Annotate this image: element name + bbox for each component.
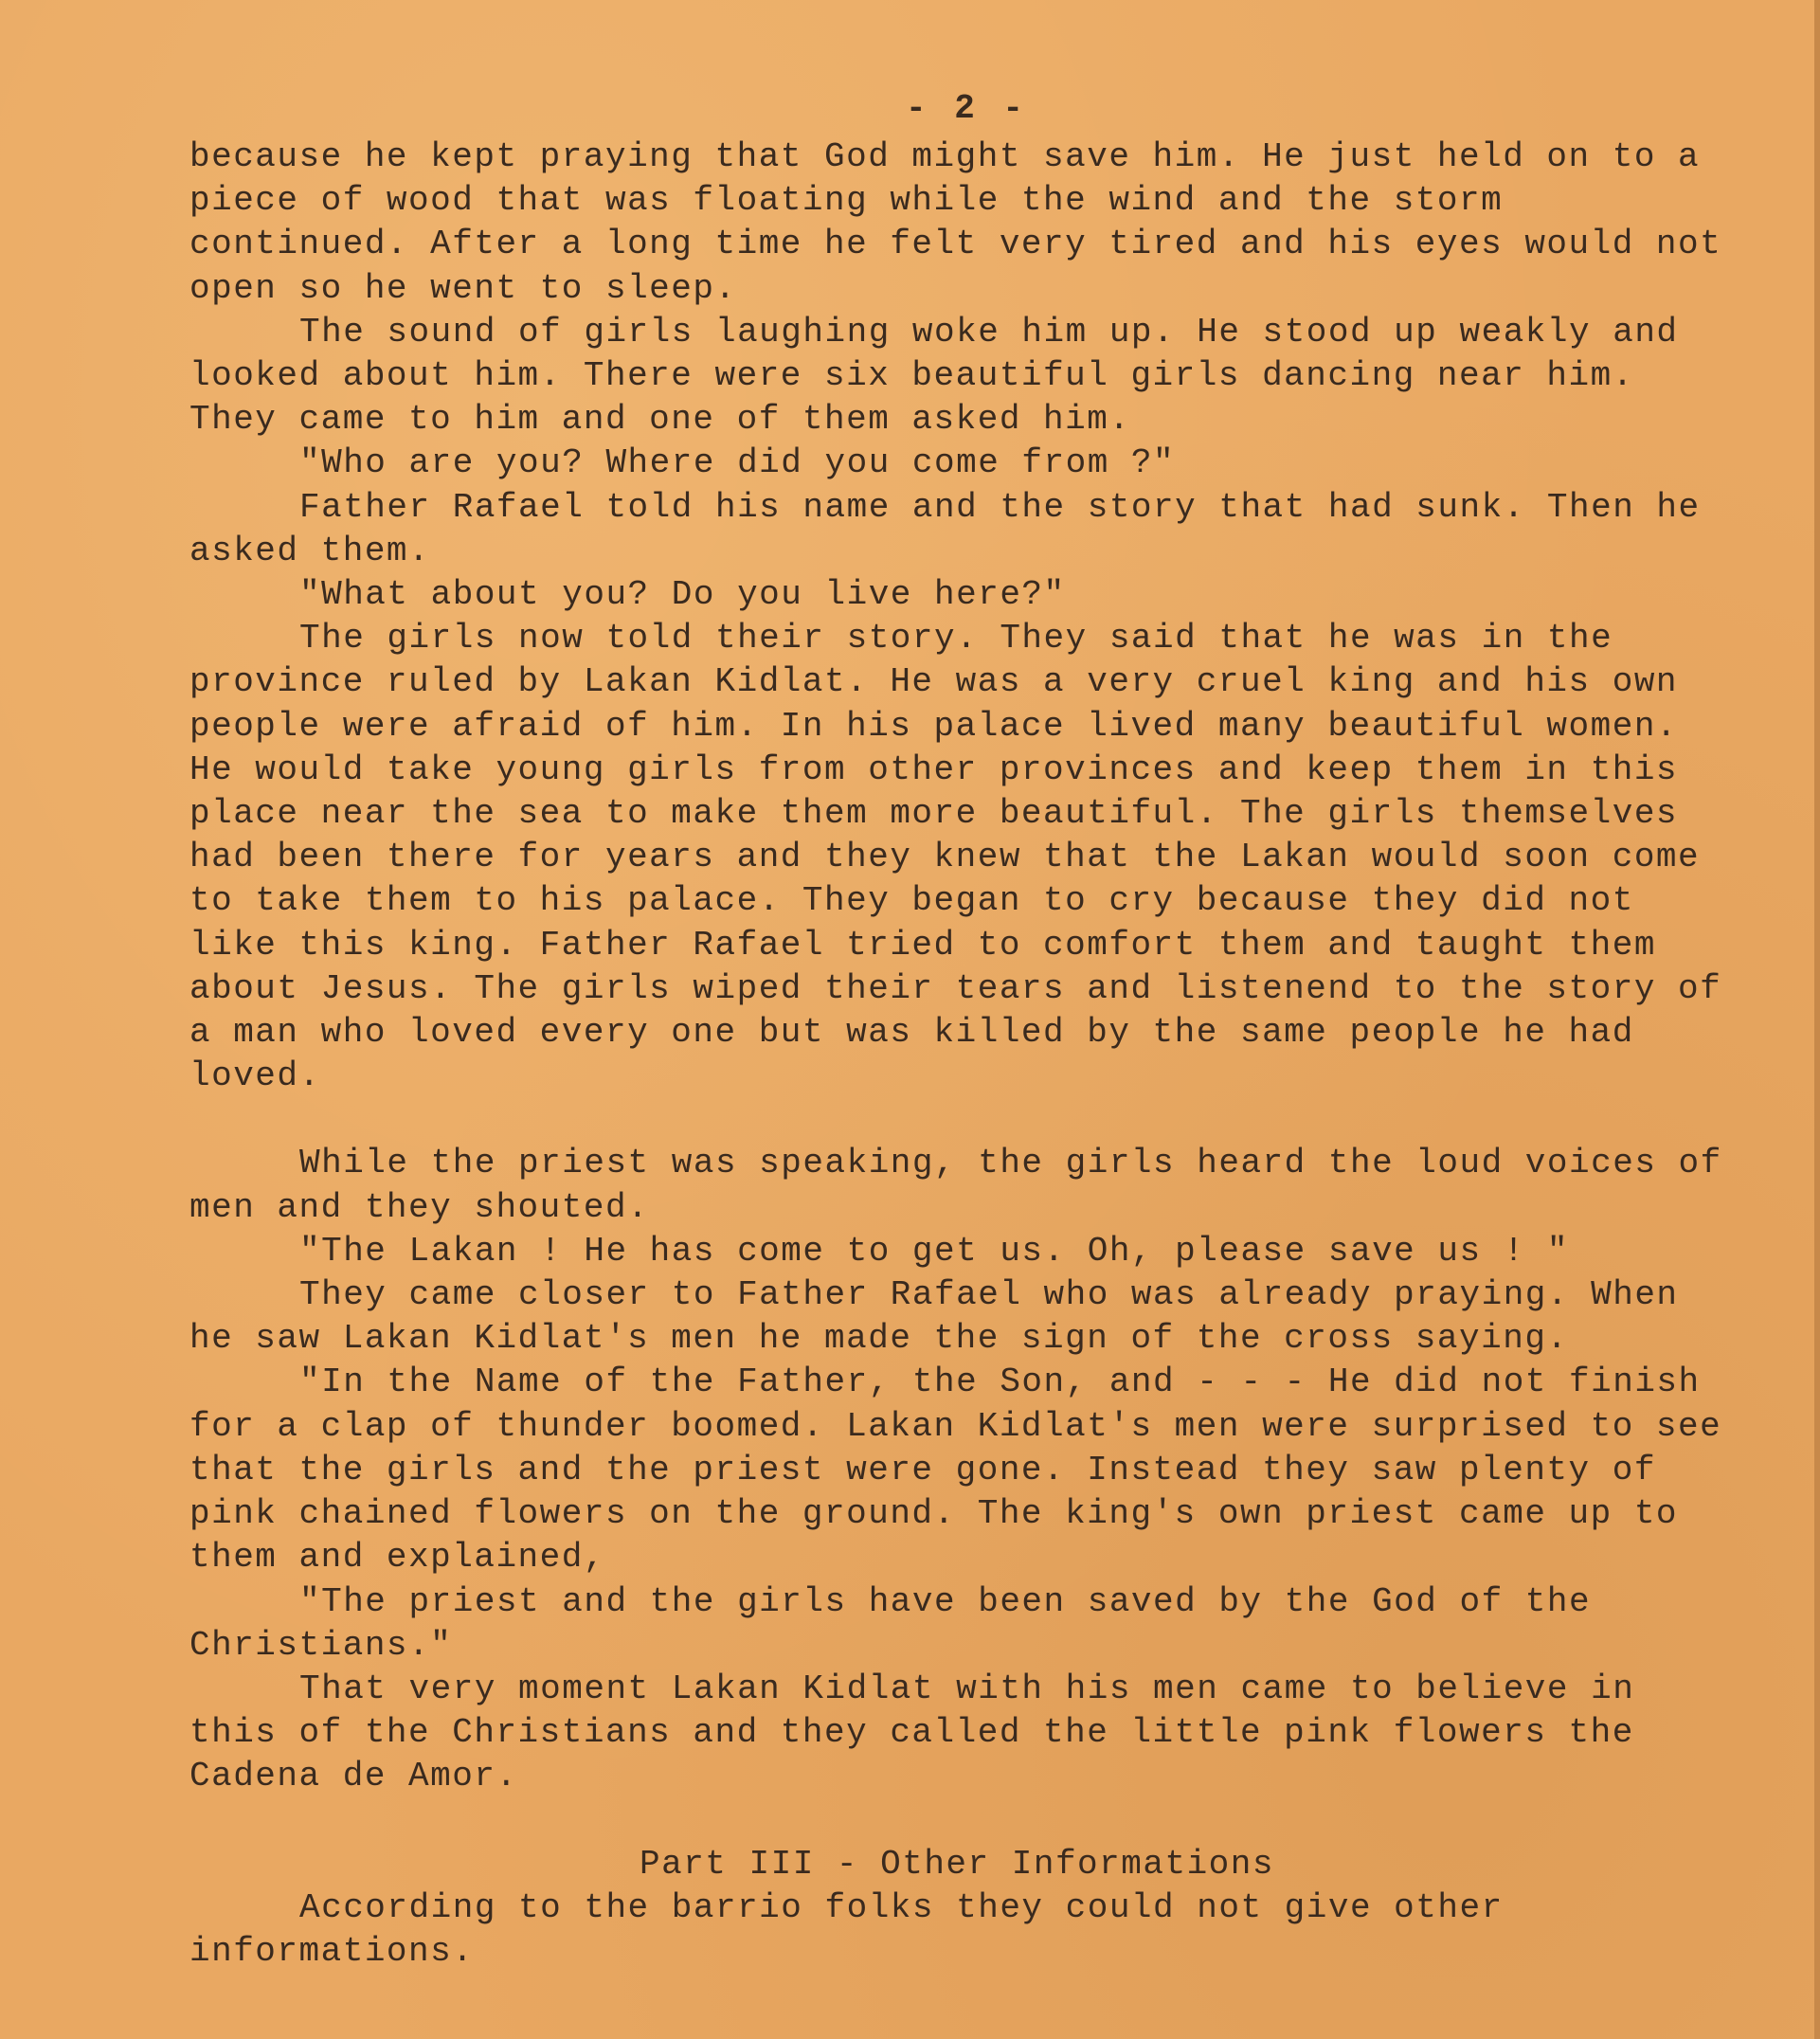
paragraph: According to the barrio folks they could not give other informations. xyxy=(189,1887,1504,1971)
paragraph: "Who are you? Where did you come from ?" xyxy=(299,443,1176,483)
paragraph: "The priest and the girls have been saved by the God of the Christians." xyxy=(189,1581,1592,1665)
story-part-2 xyxy=(189,1142,1724,1798)
paragraph: While the priest was speaking, the girls heard the loud voices of men and they shouted. xyxy=(189,1144,1722,1227)
section-heading: Part III - Other Informations xyxy=(639,1844,1274,1884)
story-part-1 xyxy=(189,135,1724,1098)
paragraph: That very moment Lakan Kidlat with his men came to believe in this of the Christians and they called the little pink flowers the Cadena de Amor. xyxy=(189,1669,1635,1796)
paragraph: The girls now told their story. They said that he was in the province ruled by Lakan Kidlat. He was a very cruel king and his own people were afraid of him. In his palace lived many beautiful women. He would take young girls from other provinces and keep them in this place near the sea to make them more beautiful. The girls themselves had been there for years and they knew that the Lakan would soon come to take them to his palace. They began to cry because they did not like this king. Father Rafael tried to comfort them and taught them about Jesus. The girls wiped their tears and listenend to the story of a man who loved every one but was killed by the same people he had loved. xyxy=(189,619,1722,1096)
page-edge xyxy=(1814,0,1820,2039)
paragraph: The sound of girls laughing woke him up. He stood up weakly and looked about him. There were six beautiful girls dancing near him. They came to him and one of them asked him. xyxy=(189,312,1679,440)
paragraph: because he kept praying that God might save him. He just held on to a piece of wood that was floating while the wind and the storm continued. After a long time he felt very tired and his eyes would not open so he went to sleep. xyxy=(189,137,1722,308)
story-body xyxy=(189,135,1724,1974)
paragraph-gap xyxy=(189,1799,1724,1843)
document-page xyxy=(189,90,1724,1974)
paragraph: "The Lakan ! He has come to get us. Oh, please save us ! " xyxy=(299,1231,1570,1271)
paragraph: "In the Name of the Father, the Son, and - - - He did not finish for a clap of thunder boomed. Lakan Kidlat's men were surprised to see that the girls and the priest were gone. Instead they saw plenty of pink chained flowers on the ground. The king's own priest came up to them and explained, xyxy=(189,1362,1722,1578)
story-part-3 xyxy=(189,1886,1724,1974)
paragraph-gap xyxy=(189,1098,1724,1142)
paragraph: "What about you? Do you live here?" xyxy=(299,575,1066,615)
page-number: - 2 - xyxy=(905,89,1028,128)
paragraph: Father Rafael told his name and the story that had sunk. Then he asked them. xyxy=(189,487,1701,570)
paragraph: They came closer to Father Rafael who was already praying. When he saw Lakan Kidlat's men he made the sign of the cross saying. xyxy=(189,1275,1679,1359)
